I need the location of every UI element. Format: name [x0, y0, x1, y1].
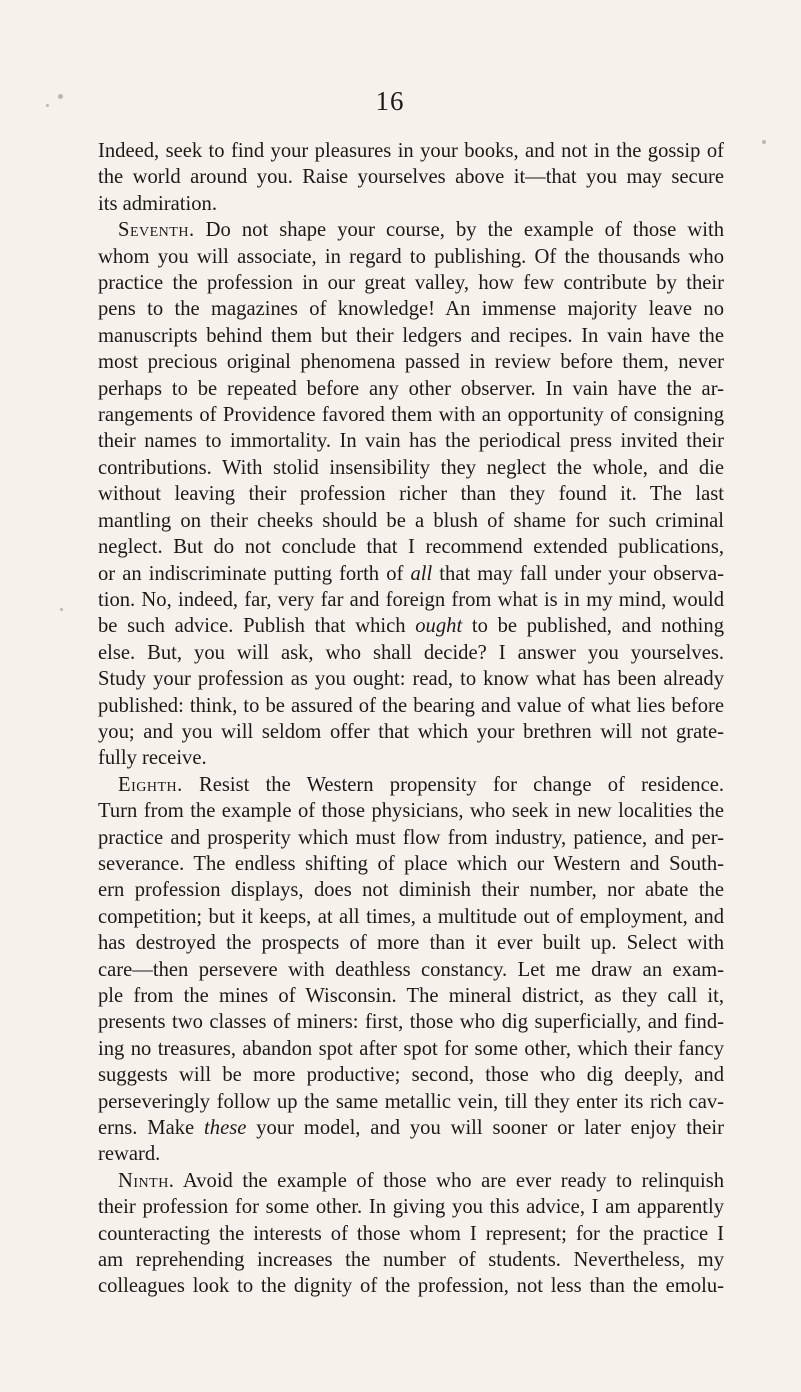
- text-line: pens to the magazines of knowledge! An immense majority leave no: [98, 298, 724, 321]
- text-line: care—then persevere with deathless constancy. Let me draw an exam-: [98, 958, 724, 981]
- text-line: Ninth. Avoid the example of those who are ever ready to relinquish: [118, 1169, 725, 1192]
- text-line: ern profession displays, does not diminish their number, nor abate the: [98, 879, 724, 902]
- text-line: the world around you. Raise yourselves above it—that you may secure: [98, 166, 724, 189]
- margin-speck: [762, 140, 766, 144]
- margin-speck: [60, 608, 63, 611]
- margin-speck: [46, 104, 49, 107]
- text-line: colleagues look to the dignity of the profession, not less than the emolu-: [98, 1275, 724, 1298]
- paragraph-ninth: [98, 1168, 724, 1300]
- text-line: tion. No, indeed, far, very far and foreign from what is in my mind, would: [98, 588, 724, 611]
- text-line: mantling on their cheeks should be a blush of shame for such criminal: [98, 509, 724, 532]
- text-line: am reprehending increases the number of students. Nevertheless, my: [98, 1249, 724, 1272]
- text-line: you; and you will seldom offer that which your brethren will not grate-: [98, 720, 724, 743]
- text-line: competition; but it keeps, at all times, a multitude out of employment, and: [98, 905, 724, 928]
- text-line: perseveringly follow up the same metallic vein, till they enter its rich cav-: [98, 1090, 724, 1113]
- margin-speck: [58, 94, 63, 99]
- text-line: Seventh. Do not shape your course, by the example of those with: [118, 219, 724, 242]
- text-line: counteracting the interests of those whom I represent; for the practice I: [98, 1222, 724, 1245]
- text-line: erns. Make these your model, and you will sooner or later enjoy their: [98, 1117, 724, 1140]
- text-line: or an indiscriminate putting forth of all that may fall under your observa-: [98, 562, 725, 585]
- text-line: Study your profession as you ought: read, to know what has been already: [98, 668, 724, 691]
- text-line: neglect. But do not conclude that I recommend extended publications,: [98, 536, 724, 559]
- section-lead: Eighth.: [118, 773, 183, 796]
- text-line: their names to immortality. In vain has the periodical press invited their: [98, 430, 724, 453]
- body-text: [98, 138, 724, 1300]
- text-line: Indeed, seek to find your pleasures in your books, and not in the gossip of: [98, 140, 724, 162]
- text-line: practice the profession in our great valley, how few contribute by their: [98, 272, 724, 295]
- text-line: has destroyed the prospects of more than it ever built up. Select with: [98, 932, 724, 955]
- text-line: suggests will be more productive; second, those who dig deeply, and: [98, 1064, 724, 1087]
- text-line: practice and prosperity which must flow from industry, patience, and per-: [98, 826, 724, 849]
- text-line: fully receive.: [98, 747, 207, 770]
- text-line: published: think, to be assured of the bearing and value of what lies before: [98, 694, 724, 717]
- text-line: most precious original phenomena passed in review before them, never: [98, 351, 724, 374]
- text-line: ing no treasures, abandon spot after spot for some other, which their fancy: [98, 1037, 724, 1060]
- text-line: contributions. With stolid insensibility they neglect the whole, and die: [98, 456, 724, 479]
- paragraph-seventh: [98, 217, 724, 772]
- emphasis: ought: [415, 615, 463, 638]
- text-line: be such advice. Publish that which ought to be published, and nothing: [98, 615, 724, 638]
- paragraph-eighth: [98, 772, 724, 1168]
- text-line: rangements of Providence favored them with an opportunity of consigning: [98, 404, 724, 427]
- text-line: reward.: [98, 1143, 161, 1166]
- text-line: its admiration.: [98, 192, 217, 215]
- text-line: Eighth. Resist the Western propensity for change of residence.: [118, 773, 724, 796]
- text-line: perhaps to be repeated before any other observer. In vain have the ar-: [98, 377, 724, 400]
- emphasis: all: [410, 562, 433, 585]
- text-line: their profession for some other. In giving you this advice, I am apparently: [98, 1196, 724, 1219]
- section-lead: Seventh.: [118, 219, 195, 242]
- text-line: else. But, you will ask, who shall decide? I answer you yourselves.: [98, 641, 724, 664]
- paragraph-continuation: [98, 138, 724, 217]
- page-number: 16: [375, 86, 405, 116]
- text-line: severance. The endless shifting of place which our Western and South-: [98, 852, 724, 875]
- section-lead: Ninth.: [118, 1169, 175, 1192]
- text-line: without leaving their profession richer than they found it. The last: [98, 483, 724, 506]
- text-line: whom you will associate, in regard to publishing. Of the thousands who: [98, 245, 724, 268]
- text-line: ple from the mines of Wisconsin. The mineral district, as they call it,: [98, 985, 724, 1007]
- text-line: presents two classes of miners: first, those who dig superficially, and find-: [98, 1011, 724, 1034]
- text-line: Turn from the example of those physicians, who seek in new localities the: [98, 800, 724, 823]
- emphasis: these: [204, 1117, 247, 1140]
- text-line: manuscripts behind them but their ledgers and recipes. In vain have the: [98, 324, 724, 347]
